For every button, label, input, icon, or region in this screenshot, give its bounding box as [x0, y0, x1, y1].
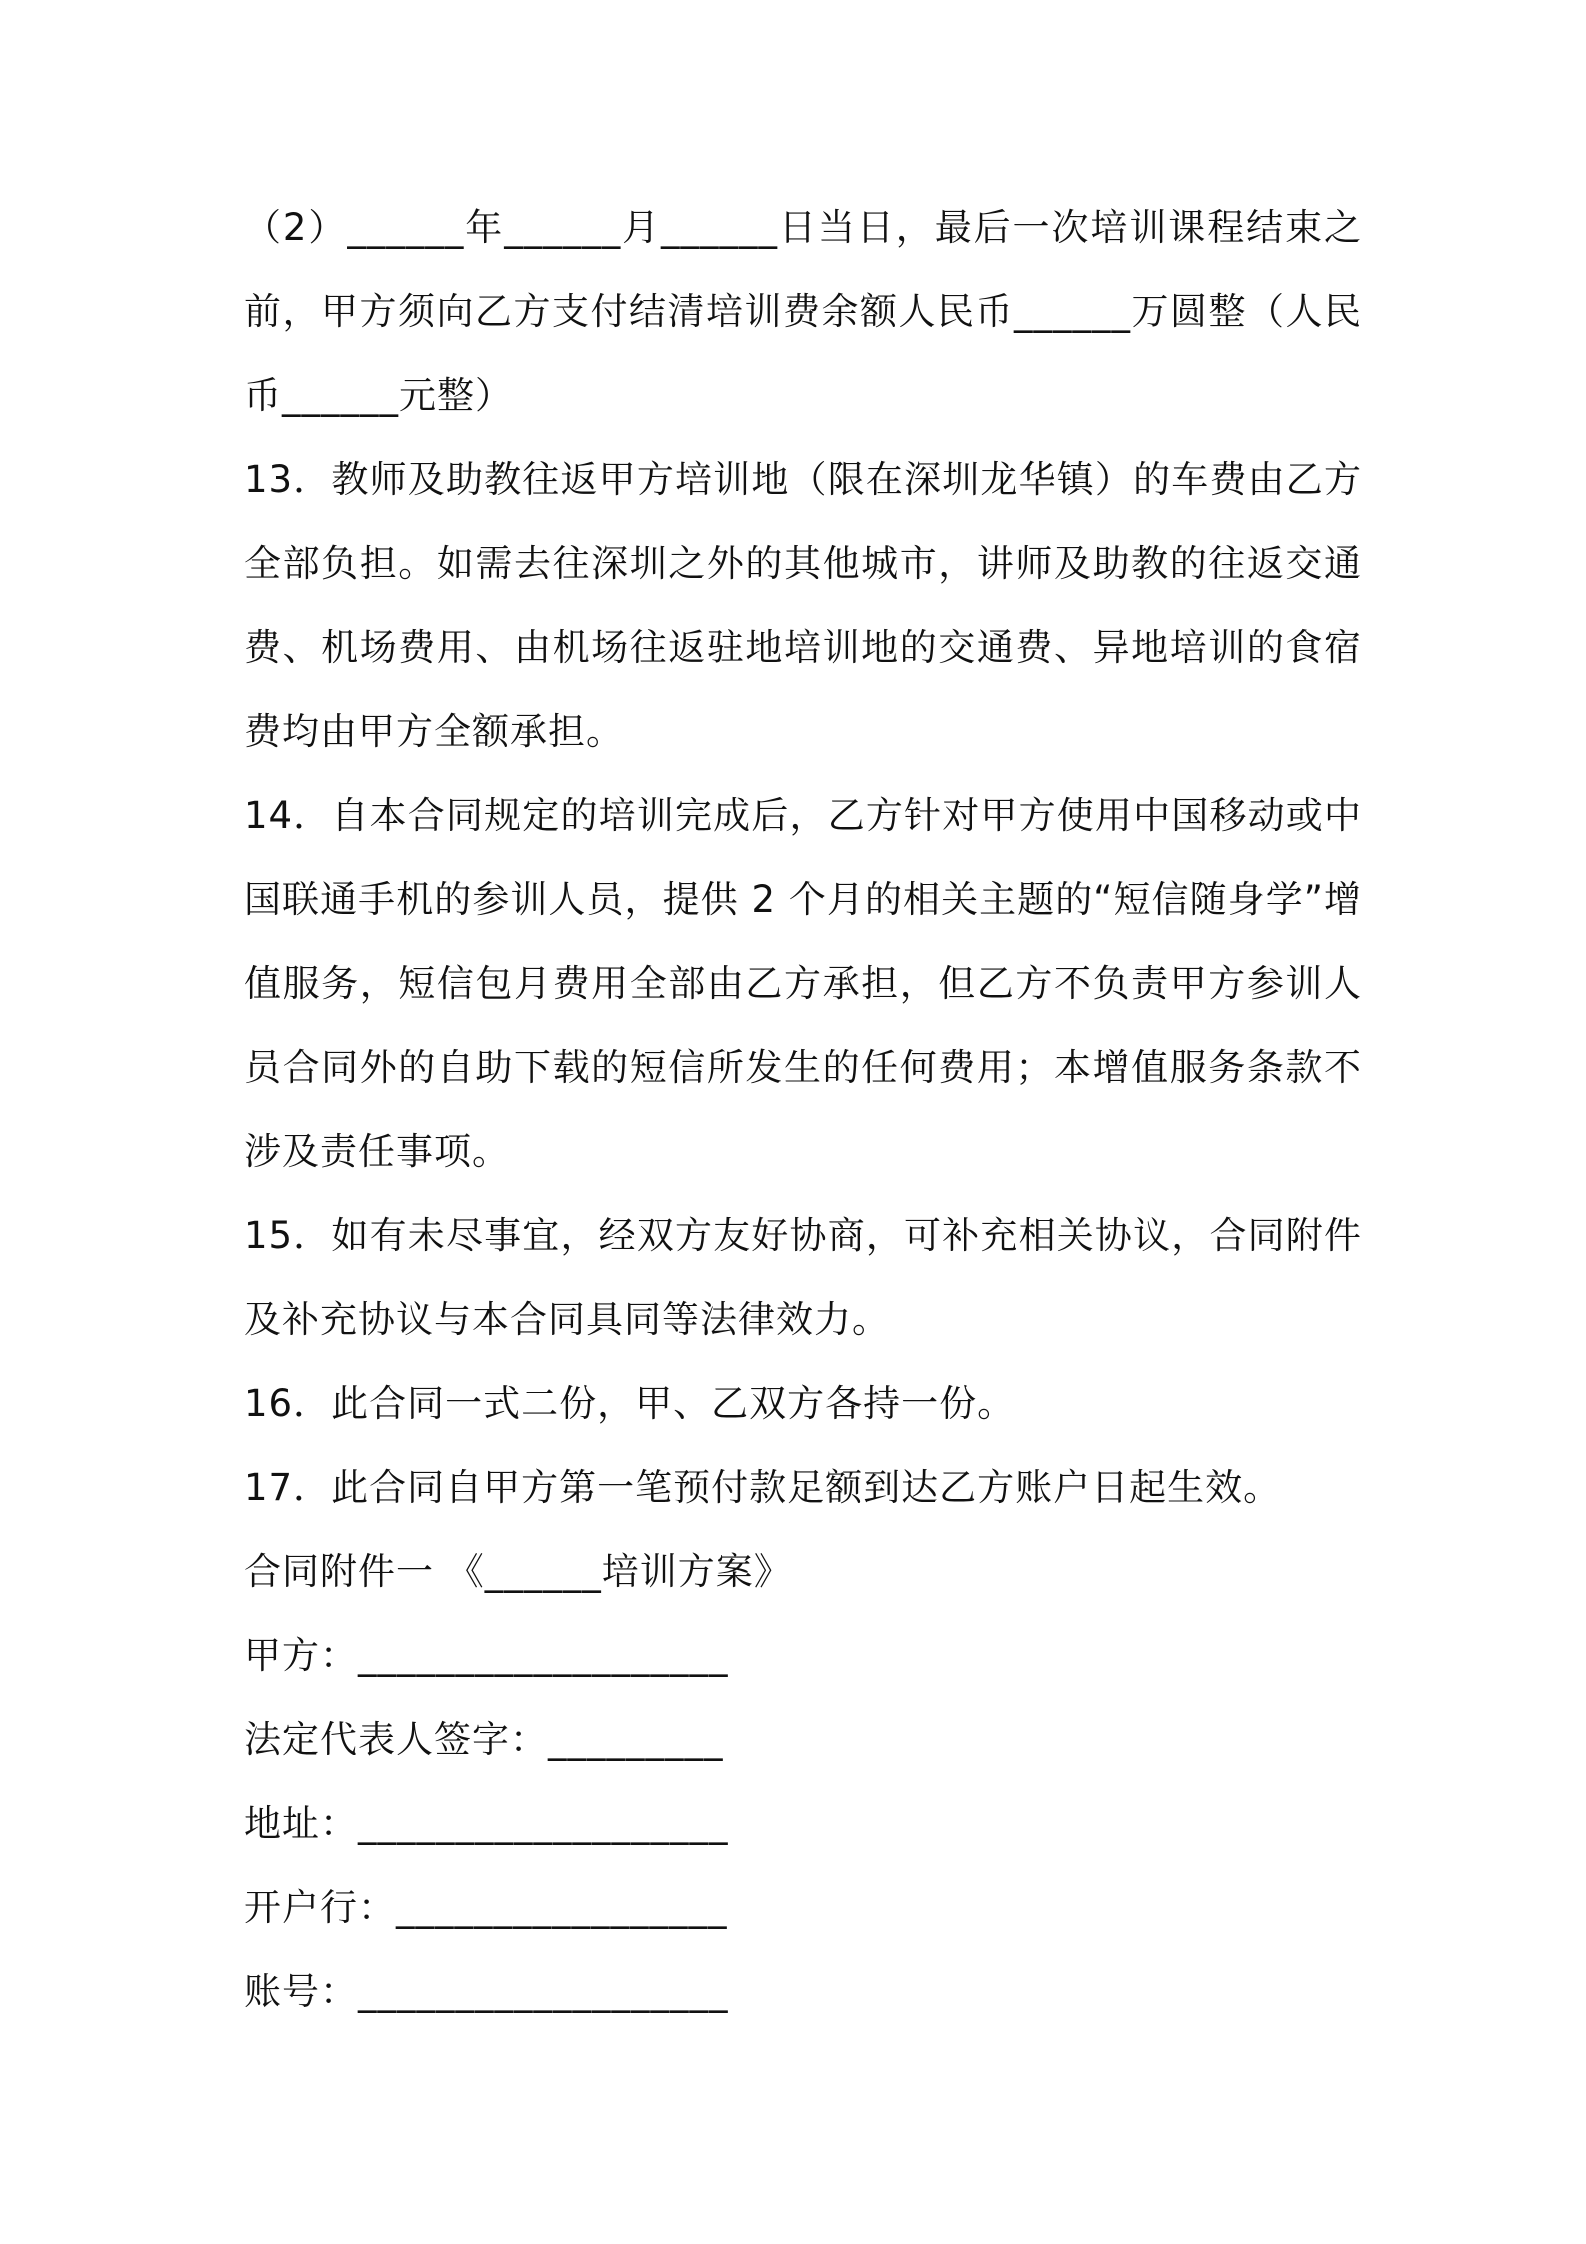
paragraph-15: 15．如有未尽事宜，经双方友好协商，可补充相关协议，合同附件及补充协议与本合同具同等法律效力。: [244, 1214, 1362, 1341]
paragraph-16: 16．此合同一式二份，甲、乙双方各持一份。: [244, 1382, 1016, 1425]
paragraph-payment-final: （2）______年______月______日当日，最后一次培训课程结束之前，甲方须向乙方支付结清培训费余额人民币______万圆整（人民币______元整）: [244, 206, 1362, 417]
legal-rep-signature-field: 法定代表人签字：_________: [244, 1718, 724, 1761]
party-a-field: 甲方：___________________: [244, 1634, 729, 1677]
address-field: 地址：___________________: [244, 1802, 729, 1845]
paragraph-17: 17．此合同自甲方第一笔预付款足额到达乙方账户日起生效。: [244, 1466, 1282, 1509]
paragraph-13: 13．教师及助教往返甲方培训地（限在深圳龙华镇）的车费由乙方全部负担。如需去往深圳之外的其他城市，讲师及助教的往返交通费、机场费用、由机场往返驻地培训地的交通费、异地培训的食宿费均由甲方全额承担。: [244, 458, 1362, 753]
attachment-line: 合同附件一 《______培训方案》: [244, 1550, 792, 1593]
account-field: 账号：___________________: [244, 1970, 729, 2013]
bank-field: 开户行：_________________: [244, 1886, 728, 1929]
paragraph-14: 14．自本合同规定的培训完成后，乙方针对甲方使用中国移动或中国联通手机的参训人员，提供 2 个月的相关主题的“短信随身学”增值服务，短信包月费用全部由乙方承担，但乙方不负责甲方参训人员合同外的自助下载的短信所发生的任何费用；本增值服务条款不涉及责任事项。: [244, 794, 1362, 1173]
